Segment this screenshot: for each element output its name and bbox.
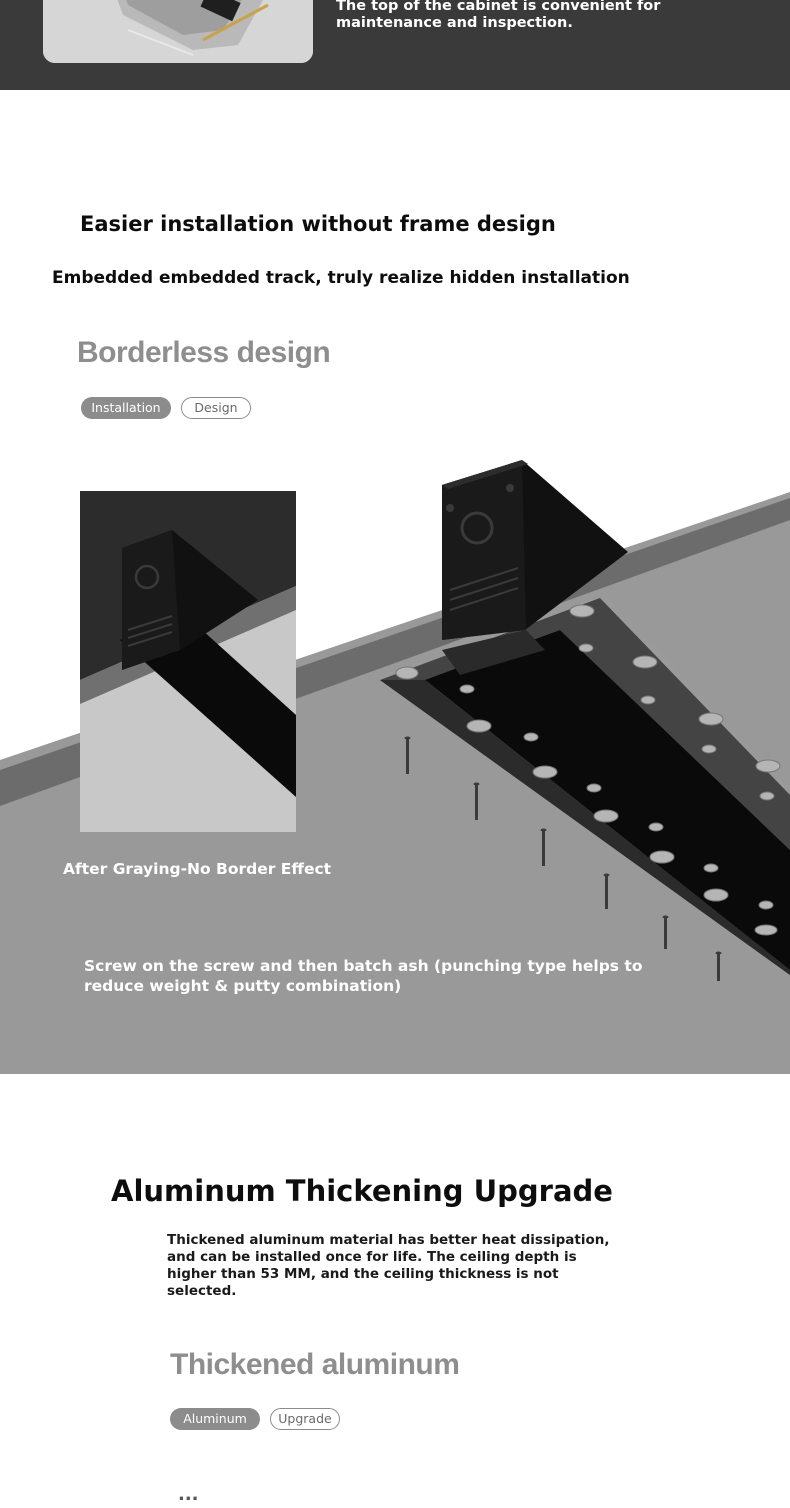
- tag-aluminum: Aluminum: [170, 1408, 260, 1430]
- tag-design: Design: [181, 397, 251, 419]
- installation-section: [0, 90, 790, 1074]
- top-section: [0, 0, 790, 90]
- aluminum-heading: Aluminum Thickening Upgrade: [111, 1174, 613, 1208]
- more-indicator: ...: [178, 1484, 199, 1505]
- aluminum-paragraph: Thickened aluminum material has better heat dissipation, and can be installed once for life. The ceiling depth is higher than 53 MM, and the ceiling thickness is not selected.: [167, 1232, 610, 1299]
- tag-upgrade: Upgrade: [270, 1408, 340, 1430]
- power-supply-image: [43, 0, 313, 63]
- installation-caption: Screw on the screw and then batch ash (punching type helps to reduce weight & putty combination): [84, 957, 643, 995]
- tag-installation: Installation: [81, 397, 171, 419]
- borderless-title: Borderless design: [77, 336, 331, 369]
- aluminum-section: [0, 1074, 790, 1508]
- installation-heading: Easier installation without frame design: [80, 212, 556, 236]
- inset-caption: After Graying-No Border Effect: [63, 860, 332, 878]
- ceiling-scene: [0, 90, 790, 1074]
- top-description: The top of the cabinet is convenient for maintenance and inspection.: [336, 0, 661, 31]
- installation-subheading: Embedded embedded track, truly realize hidden installation: [52, 268, 630, 288]
- thickened-title: Thickened aluminum: [170, 1348, 460, 1381]
- after-graying-image: [80, 491, 296, 832]
